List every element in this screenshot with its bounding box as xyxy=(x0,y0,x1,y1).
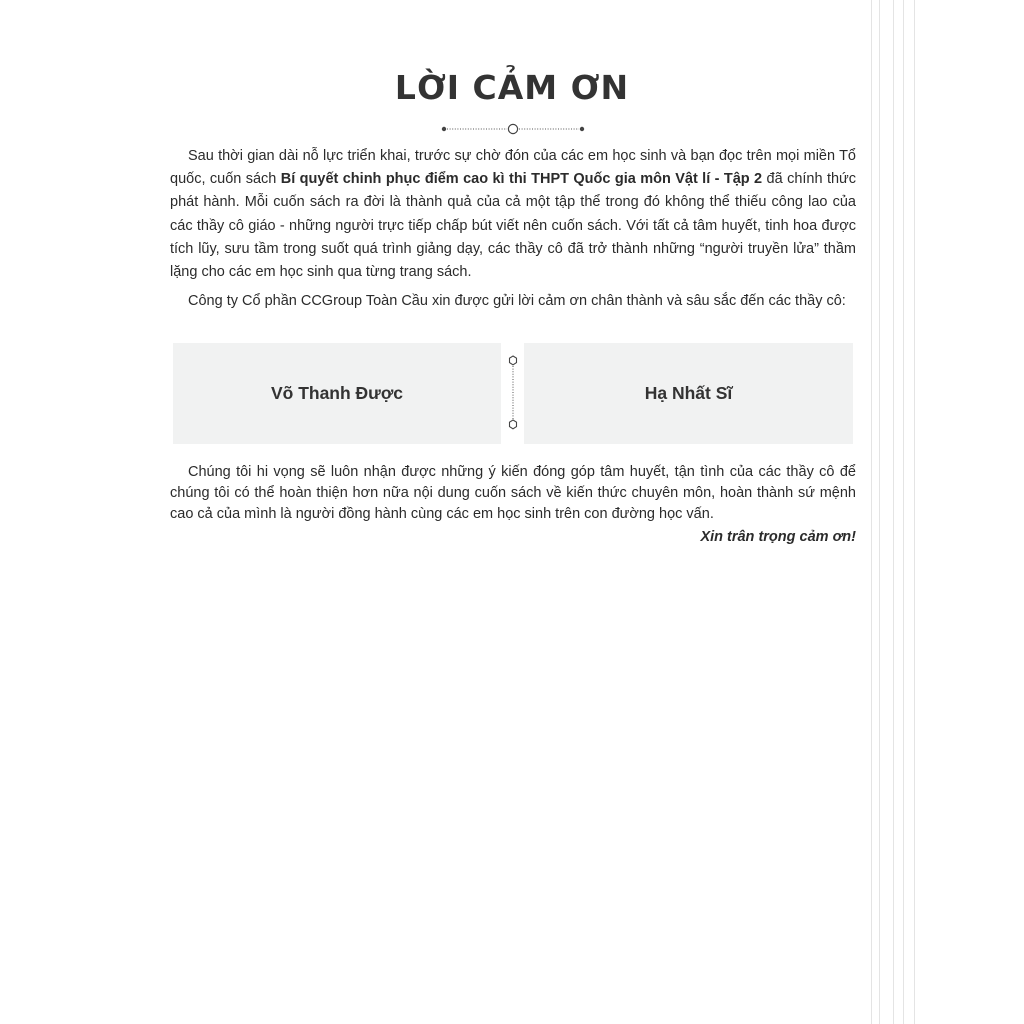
page-edge-line xyxy=(893,0,894,1024)
teacher-card xyxy=(173,343,501,444)
intro-text: Sau thời gian dài nỗ lực triển khai, trước sự chờ đón của các em học sinh và bạn đọc trên mọi miền Tổ quốc, cuốn sách xyxy=(170,148,856,188)
book-title: Bí quyết chinh phục điểm cao kì thi THPT Quốc gia môn Vật lí - Tập 2 xyxy=(280,171,763,188)
title-divider-icon xyxy=(440,122,586,136)
page-edge-line xyxy=(871,0,872,1024)
signoff: Xin trân trọng cảm ơn! xyxy=(700,529,856,545)
intro-text-continued: đã chính thức phát hành. Mỗi cuốn sách ra đời là thành quả của cả một tập thể trong đó không thể thiếu công lao của các thầy cô giáo - những người trực tiếp chấp bút viết nên cuốn sách. Với tất cả tâm huyết, tinh hoa được tích lũy, sưu tầm trong suốt quá trình giảng dạy, các thầy cô đã trở thành những “người truyền lửa” thầm lặng cho các em học sinh qua từng trang sách. xyxy=(170,171,856,281)
page-edge-line xyxy=(903,0,904,1024)
page-edge-line xyxy=(879,0,880,1024)
intro-paragraph xyxy=(170,145,856,284)
teacher-name: Võ Thanh Được xyxy=(270,383,404,403)
card-connector-icon xyxy=(506,354,520,432)
teacher-name: Hạ Nhất Sĩ xyxy=(644,383,733,403)
teacher-card xyxy=(524,343,853,444)
page-title: LỜI CẢM ƠN xyxy=(394,68,630,107)
thanks-line: Công ty Cổ phần CCGroup Toàn Cầu xin được gửi lời cảm ơn chân thành và sâu sắc đến các thầy cô: xyxy=(188,293,846,309)
page-edge-line xyxy=(914,0,915,1024)
closing-paragraph: Chúng tôi hi vọng sẽ luôn nhận được những ý kiến đóng góp tâm huyết, tận tình của các thầy cô để chúng tôi có thể hoàn thiện hơn nữa nội dung cuốn sách về kiến thức chuyên môn, hoàn thành sứ mệnh cao cả của mình là người đồng hành cùng các em học sinh trên con đường học vấn. xyxy=(170,464,856,522)
